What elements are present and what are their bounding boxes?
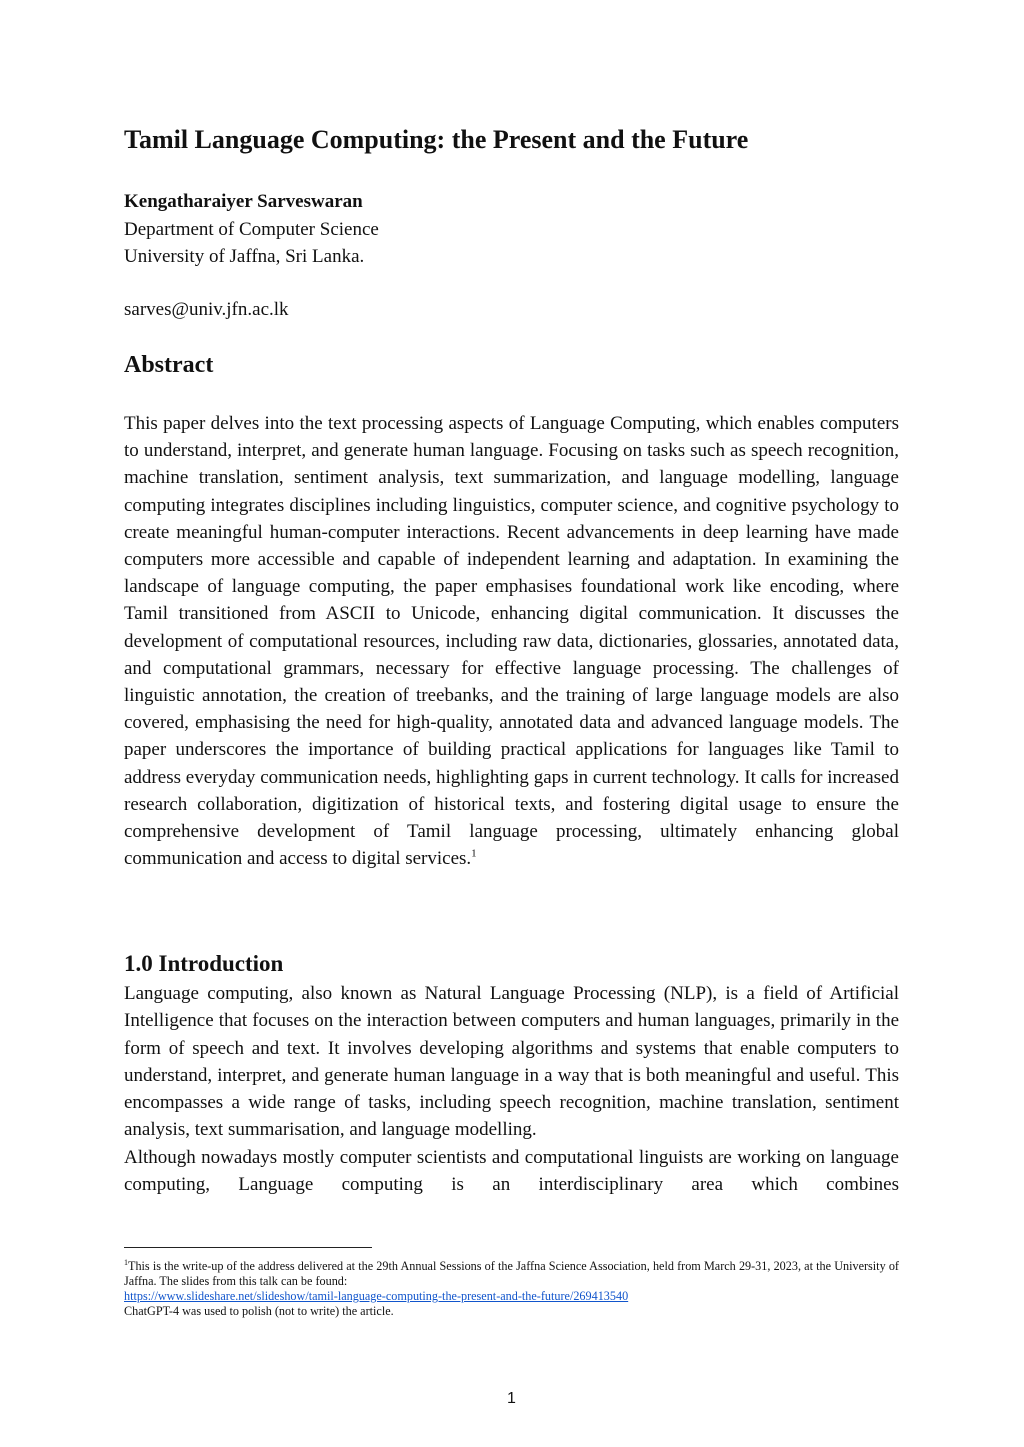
- introduction-paragraph: Although nowadays mostly computer scientists and computational linguists are working on language computing, Language computing is an interdisciplinary area which combines: [124, 1146, 899, 1196]
- author-email: sarves@univ.jfn.ac.lk: [124, 299, 289, 320]
- footnote-text: This is the write-up of the address delivered at the 29th Annual Sessions of the Jaffna Science Association, held from March 29-31, 2023, at the University of Jaffna. The slides from this talk can be found:: [124, 1259, 899, 1288]
- introduction-body: [124, 980, 899, 1198]
- footnote-divider: [124, 1247, 372, 1248]
- introduction-paragraph: Language computing, also known as Natural Language Processing (NLP), is a field of Artificial Intelligence that focuses on the interaction between computers and human languages, primarily in the form of speech and text. It involves developing algorithms and systems that enable computers to understand, interpret, and generate human language in a way that is both meaningful and useful. This encompasses a wide range of tasks, including speech recognition, machine translation, sentiment analysis, text summarisation, and language modelling.: [124, 983, 899, 1141]
- author-affiliation: University of Jaffna, Sri Lanka.: [124, 246, 365, 267]
- slides-link[interactable]: https://www.slideshare.net/slideshow/tamil-language-computing-the-present-and-the-future/269413540: [124, 1289, 629, 1303]
- introduction-heading: 1.0 Introduction: [124, 951, 284, 976]
- footnote-marker: 1: [124, 1257, 128, 1267]
- paper-title: Tamil Language Computing: the Present and the Future: [124, 125, 749, 154]
- footnote-reference[interactable]: 1: [471, 847, 477, 860]
- footnote-note: ChatGPT-4 was used to polish (not to write) the article.: [124, 1304, 394, 1318]
- abstract-text: This paper delves into the text processing aspects of Language Computing, which enables computers to understand, interpret, and generate human language. Focusing on tasks such as speech recognition, machine translation, sentiment analysis, text summarization, and language modelling, language computing integrates disciplines including linguistics, computer science, and cognitive psychology to create meaningful human-computer interactions. Recent advancements in deep learning have made computers more accessible and capable of independent learning and adaptation. In examining the landscape of language computing, the paper emphasises foundational work like encoding, where Tamil transitioned from ASCII to Unicode, enhancing digital communication. It discusses the development of computational resources, including raw data, dictionaries, glossaries, annotated data, and computational grammars, necessary for effective language processing. The challenges of linguistic annotation, the creation of treebanks, and the training of large language models are also covered, emphasising the need for high-quality, annotated data and advanced language models. The paper underscores the importance of building practical applications for languages like Tamil to address everyday communication needs, highlighting gaps in current technology. It calls for increased research collaboration, digitization of historical texts, and fostering digital usage to ensure the comprehensive development of Tamil language processing, ultimately enhancing global communication and access to digital services.: [124, 413, 899, 870]
- abstract-heading: Abstract: [124, 352, 214, 378]
- author-block: [124, 188, 379, 271]
- page-number: 1: [507, 1390, 516, 1407]
- abstract-body: [124, 410, 899, 872]
- footnote: [124, 1259, 899, 1319]
- author-department: Department of Computer Science: [124, 218, 379, 240]
- author-name: Kengatharaiyer Sarveswaran: [124, 191, 363, 212]
